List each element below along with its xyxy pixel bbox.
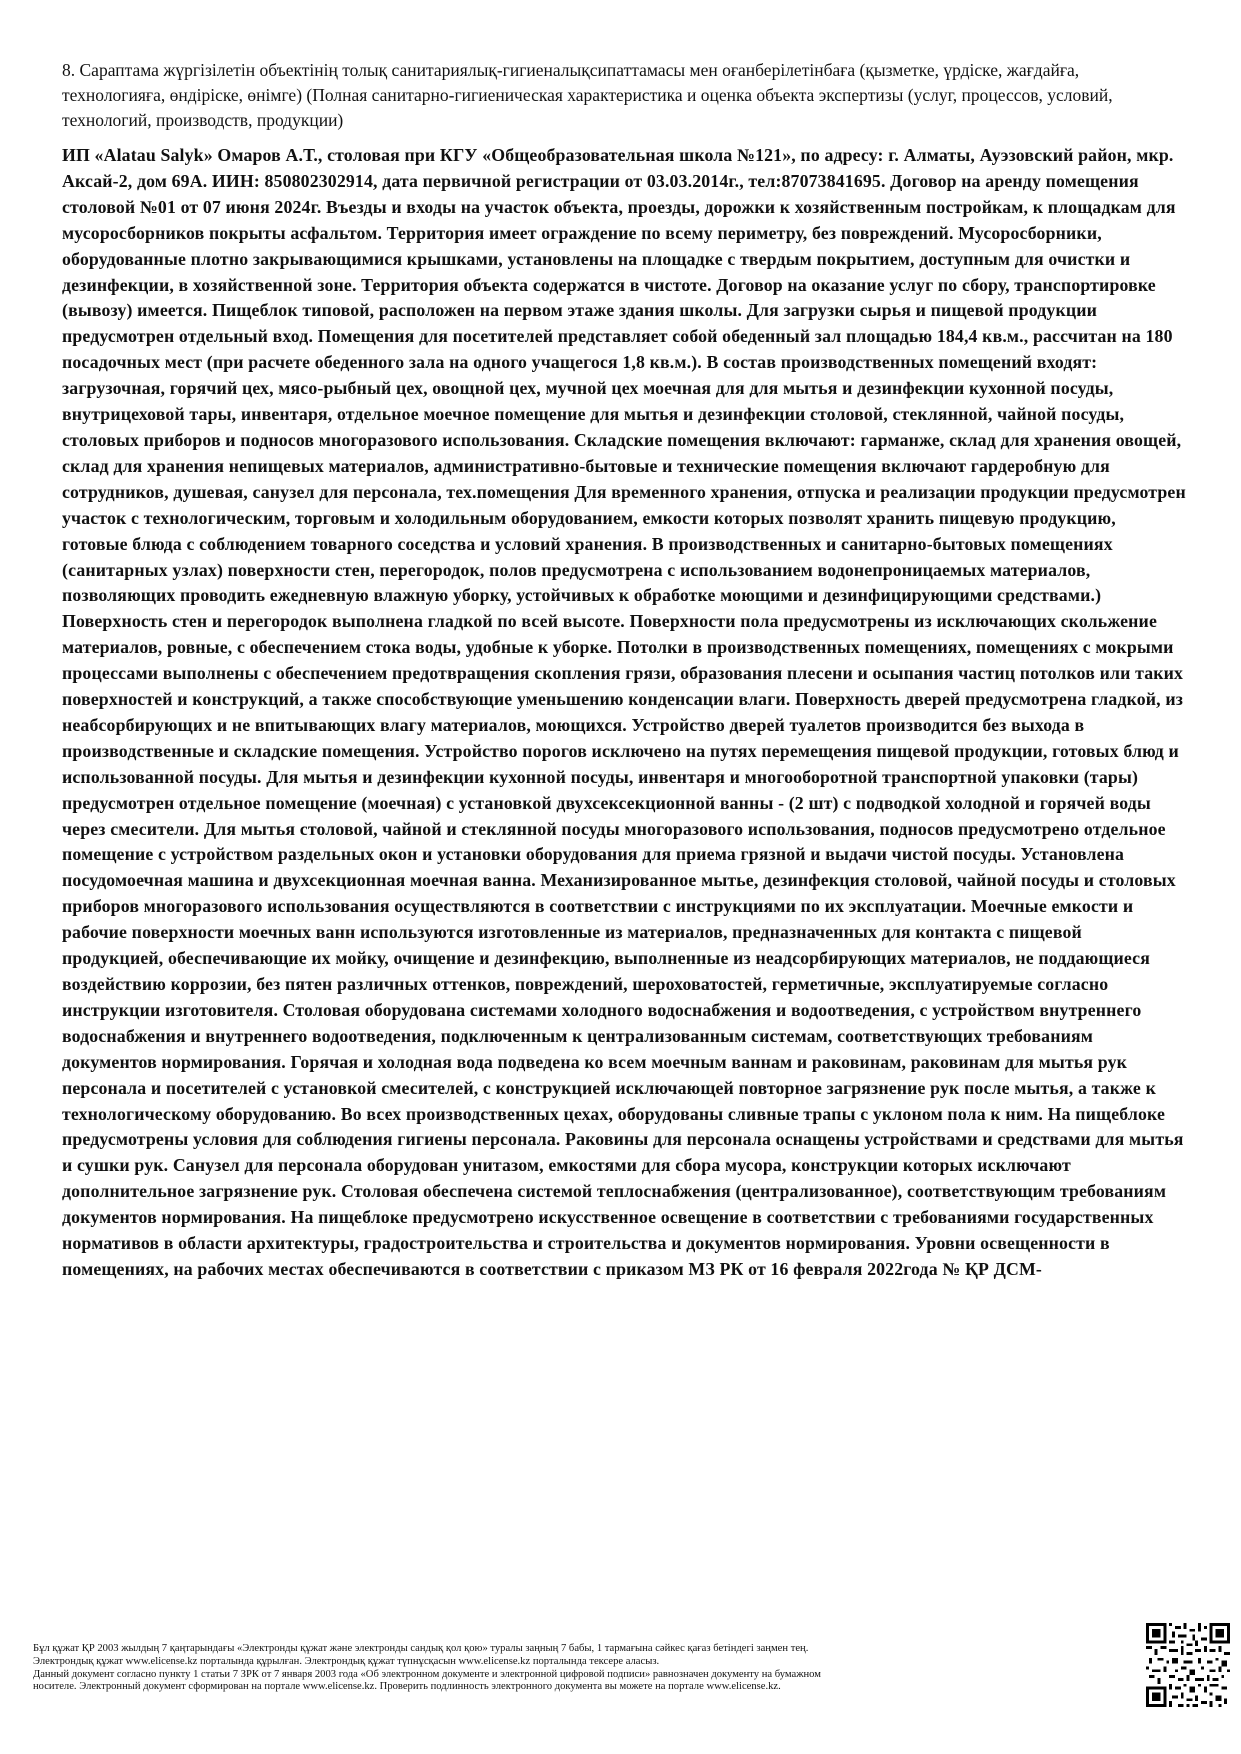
footer-kz-line-1: Бұл құжат ҚР 2003 жылдың 7 қаңтарындағы «Электронды құжат және электронды сандық қол қою» туралы заңның 7 бабы, 1 тармағына сәйкес қағаз бетіндегі заңмен тең. bbox=[33, 1643, 809, 1654]
footer-kz-line-2: Электрондық құжат www.elicense.kz порталында құрылған. Электрондық құжат түпнұсқасын www.elicense.kz порталында тексере аласыз. bbox=[33, 1655, 660, 1667]
section-header: 8. Сараптама жүргізілетін объектінің толық санитариялық-гигиеналықсипаттамасы мен оғанберілетінбаға (қызметке, үрдіске, жағдайға, технологияға, өндіріске, өнімге) (Полная санитарно-гигиеническая характеристика и оценка объекта экспертизы (услуг, процессов, условий, технологий, производств, продукции) bbox=[62, 60, 1113, 130]
footer-ru-line-2: носителе. Электронный документ сформирован на портале www.elicense.kz. Проверить подлинность электронного документа вы можете на портале www.elicense.kz. bbox=[33, 1681, 781, 1693]
section-body-text: ИП «Alatau Salyk» Омаров А.Т., столовая при КГУ «Общеобразовательная школа №121», по адресу: г. Алматы, Ауэзовский район, мкр. Аксай-2, дом 69А. ИИН: 850802302914, дата первичной регистрации от 03.03.2014г., тел:87073841695. Договор на аренду помещения столовой №01 от 07 июня 2024г. Въезды и входы на участок объекта, проезды, дорожки к хозяйственным постройкам, к площадкам для мусоросборников покрыты асфальтом. Территория имеет ограждение по всему периметру, без повреждений. Мусоросборники, оборудованные плотно закрывающимися крышками, установлены на площадке с твердым покрытием, доступным для очистки и дезинфекции, в хозяйственной зоне. Территория объекта содержатся в чистоте. Договор на оказание услуг по сбору, транспортировке (вывозу) имеется. Пищеблок типовой, расположен на первом этаже здания школы. Для загрузки сырья и пищевой продукции предусмотрен отдельный вход. Помещения для посетителей представляет собой обеденный зал площадью 184,4 кв.м., рассчитан на 180 посадочных мест (при расчете обеденного зала на одного учащегося 1,8 кв.м.). В состав производственных помещений входят: загрузочная, горячий цех, мясо-рыбный цех, овощной цех, мучной цех моечная для для мытья и дезинфекции кухонной посуды, внутрицеховой тары, инвентаря, отдельное моечное помещение для мытья и дезинфекции столовой, стеклянной, чайной посуды, столовых приборов и подносов многоразового использования. Складские помещения включают: гарманже, склад для хранения овощей, склад для хранения непищевых материалов, административно-бытовые и технические помещения включают гардеробную для сотрудников, душевая, санузел для персонала, тех.помещения Для временного хранения, отпуска и реализации продукции предусмотрен участок с технологическим, торговым и холодильным оборудованием, емкости которых позволят хранить пищевую продукцию, готовые блюда с соблюдением товарного соседства и условий хранения. В производственных и санитарно-бытовых помещениях (санитарных узлах) поверхности стен, перегородок, полов предусмотрена с использованием водонепроницаемых материалов, позволяющих проводить ежедневную влажную уборку, устойчивых к обработке моющими и дезинфицирующими средствами.) Поверхность стен и перегородок выполнена гладкой по всей высоте. Поверхности пола предусмотрены из исключающих скольжение материалов, ровные, с обеспечением стока воды, удобные к уборке. Потолки в производственных помещениях, помещениях с мокрыми процессами выполнены с обеспечением предотвращения скопления грязи, образования плесени и осыпания частиц потолков или таких поверхностей и конструкций, а также способствующие уменьшению конденсации влаги. Поверхность дверей предусмотрена гладкой, из неабсорбирующих и не впитывающих влагу материалов, моющихся. Устройство дверей туалетов производится без выхода в производственные и складские помещения. Устройство порогов исключено на путях перемещения пищевой продукции, готовых блюд и использованной посуды. Для мытья и дезинфекции кухонной посуды, инвентаря и многооборотной транспортной упаковки (тары) предусмотрен отдельное помещение (моечная) с установкой двухсексекционной ванны - (2 шт) с подводкой холодной и горячей воды через смесители. Для мытья столовой, чайной и стеклянной посуды многоразового использования, подносов предусмотрено отдельное помещение с устройством раздельных окон и установки оборудования для приема грязной и выдачи чистой посуды. Установлена посудомоечная машина и двухсекционная моечная ванна. Механизированное мытье, дезинфекция столовой, чайной посуды и столовых приборов многоразового использования осуществляются в соответствии с инструкциями по их эксплуатации. Моечные емкости и рабочие поверхности моечных ванн используются изготовленные из материалов, предназначенных для контакта с пищевой продукцией, обеспечивающие их мойку, очищение и дезинфекцию, выполненные из неадсорбирующих материалов, не поддающиеся воздействию коррозии, без пятен различных оттенков, повреждений, шероховатостей, герметичные, эксплуатируемые согласно инструкции изготовителя. Столовая оборудована системами холодного водоснабжения и водоотведения, с устройством внутреннего водоснабжения и внутреннего водоотведения, подключенным к централизованным системам, соответствующих требованиям документов нормирования. Горячая и холодная вода подведена ко всем моечным ваннам и раковинам, раковинам для мытья рук персонала и посетителей с установкой смесителей, с конструкцией исключающей повторное загрязнение рук после мытья, а также к технологическому оборудованию. Во всех производственных цехах, оборудованы сливные трапы с уклоном пола к ним. На пищеблоке предусмотрены условия для соблюдения гигиены персонала. Раковины для персонала оснащены устройствами и средствами для мытья и сушки рук. Санузел для персонала оборудован унитазом, емкостями для сбора мусора, конструкции которых исключают дополнительное загрязнение рук. Столовая обеспечена системой теплоснабжения (централизованное), соответствующим требованиям документов нормирования. На пищеблоке предусмотрено искусственное освещение в соответствии с требованиями государственных нормативов в области архитектуры, градостроительства и строительства и документов нормирования. Уровни освещенности в помещениях, на рабочих местах обеспечиваются в соответствии с приказом МЗ РК от 16 февраля 2022года № ҚР ДСМ- bbox=[62, 145, 1186, 1279]
qr-code-icon bbox=[1146, 1623, 1230, 1707]
legal-footer bbox=[33, 1643, 1123, 1694]
footer-ru-line-1: Данный документ согласно пункту 1 статьи 7 ЗРК от 7 января 2003 года «Об электронном документе и электронной цифровой подписи» равнозначен документу на бумажном bbox=[33, 1668, 821, 1680]
